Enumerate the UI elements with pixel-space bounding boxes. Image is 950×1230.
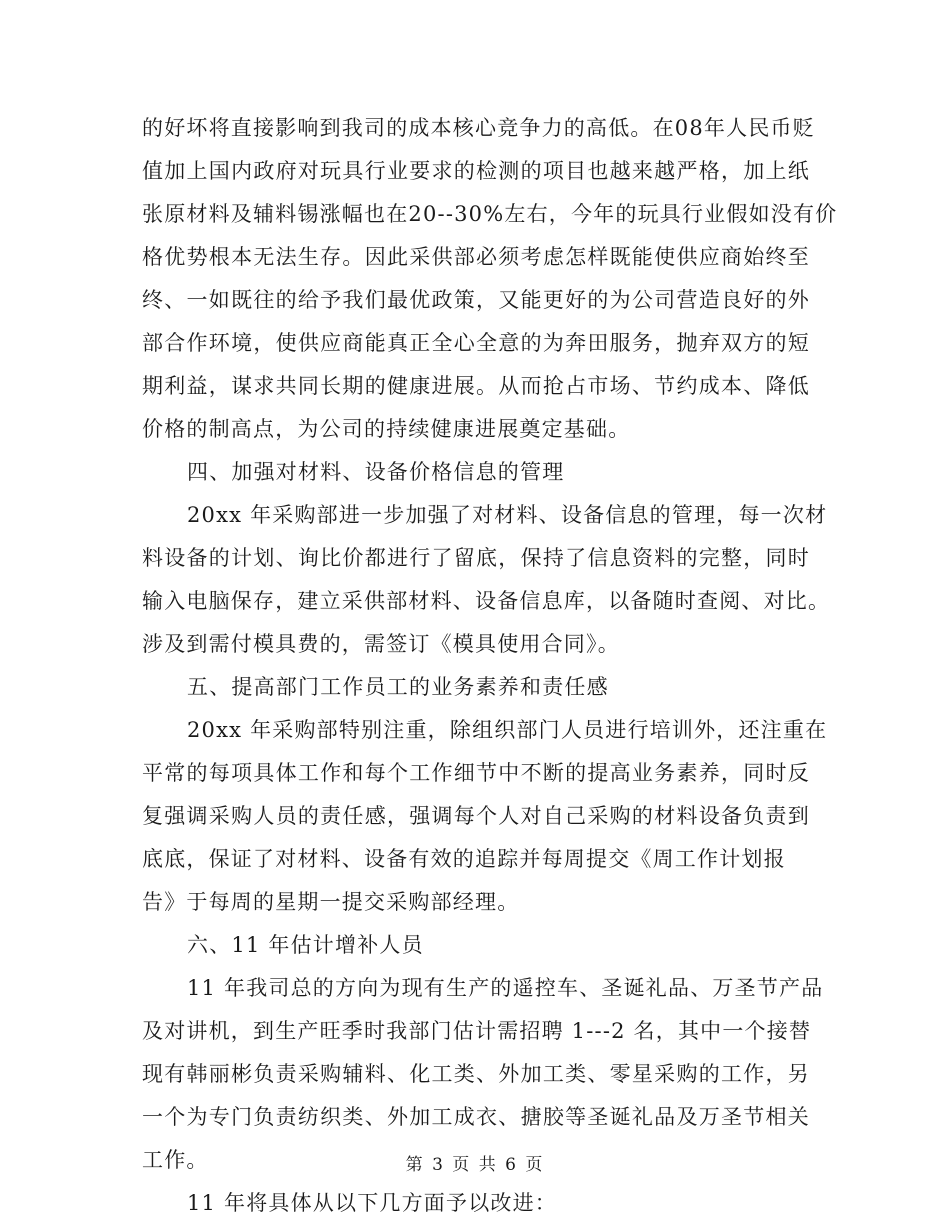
text-line: 涉及到需付模具费的，需签订《模具使用合同》。 <box>142 632 620 656</box>
text-line: 复强调采购人员的责任感，强调每个人对自己采购的材料设备负责到 <box>142 804 810 828</box>
text-line: 期利益，谋求共同长期的健康进展。从而抢占市场、节约成本、降低 <box>142 374 810 398</box>
text-line: 现有韩丽彬负责采购辅料、化工类、外加工类、零星采购的工作，另 <box>142 1062 810 1086</box>
text-line: 张原材料及辅料锡涨幅也在20--30%左右，今年的玩具行业假如没有价 <box>142 202 838 226</box>
text-line: 20xx 年采购部进一步加强了对材料、设备信息的管理，每一次材 <box>187 503 828 527</box>
text-line: 部合作环境，使供应商能真正全心全意的为奔田服务，抛弃双方的短 <box>142 331 810 355</box>
text-line: 底底，保证了对材料、设备有效的追踪并每周提交《周工作计划报 <box>142 847 786 871</box>
text-line: 输入电脑保存，建立采供部材料、设备信息库，以备随时查阅、对比。 <box>142 589 831 613</box>
text-line: 终、一如既往的给予我们最优政策，又能更好的为公司营造良好的外 <box>142 288 810 312</box>
text-line: 值加上国内政府对玩具行业要求的检测的项目也越来越严格，加上纸 <box>142 159 810 183</box>
text-line: 11 年将具体从以下几方面予以改进： <box>187 1191 557 1215</box>
text-line: 价格的制高点，为公司的持续健康进展奠定基础。 <box>142 417 631 441</box>
section-heading: 四、加强对材料、设备价格信息的管理 <box>187 460 565 484</box>
page-footer: 第 3 页 共 6 页 <box>405 1155 545 1175</box>
text-line: 20xx 年采购部特别注重，除组织部门人员进行培训外，还注重在 <box>187 718 828 742</box>
text-line: 11 年我司总的方向为现有生产的遥控车、圣诞礼品、万圣节产品 <box>187 976 824 1000</box>
text-line: 的好坏将直接影响到我司的成本核心竞争力的高低。在08年人民币贬 <box>142 116 815 140</box>
text-line: 格优势根本无法生存。因此采供部必须考虑怎样既能使供应商始终至 <box>142 245 810 269</box>
section-heading: 六、11 年估计增补人员 <box>187 933 424 957</box>
text-line: 工作。 <box>142 1148 209 1172</box>
text-line: 平常的每项具体工作和每个工作细节中不断的提高业务素养，同时反 <box>142 761 810 785</box>
text-line: 一个为专门负责纺织类、外加工成衣、搪胶等圣诞礼品及万圣节相关 <box>142 1105 810 1129</box>
section-heading: 五、提高部门工作员工的业务素养和责任感 <box>187 675 609 699</box>
text-line: 告》于每周的星期一提交采购部经理。 <box>142 890 520 914</box>
text-line: 及对讲机，到生产旺季时我部门估计需招聘 1---2 名，其中一个接替 <box>142 1019 812 1043</box>
text-line: 料设备的计划、询比价都进行了留底，保持了信息资料的完整，同时 <box>142 546 810 570</box>
body-text <box>142 107 838 1225</box>
